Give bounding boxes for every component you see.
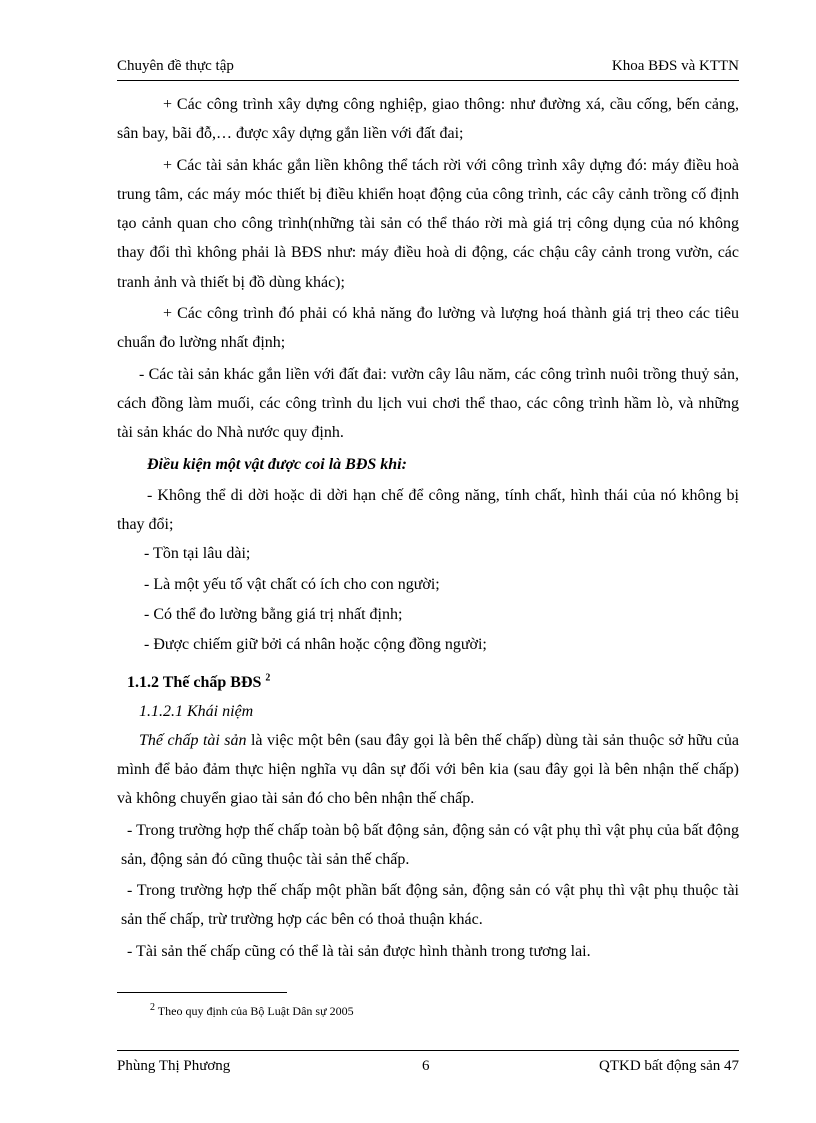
footnote-separator xyxy=(117,992,287,993)
defined-term: Thế chấp tài sản xyxy=(139,731,247,749)
footer-author: Phùng Thị Phương xyxy=(117,1058,231,1074)
paragraph: Thế chấp tài sản là việc một bên (sau đây gọi là bên thế chấp) dùng tài sản thuộc sở hữu của mình để bảo đảm thực hiện nghĩa vụ dân sự đối với bên kia (sau đây gọi là bên nhận thế chấp) và không chuyển giao tài sản đó cho bên nhận thế chấp. xyxy=(117,731,740,808)
conditions-heading: Điều kiện một vật được coi là BĐS khi: xyxy=(147,455,407,473)
page-body xyxy=(117,90,739,966)
section-heading: 1.1.2 Thế chấp BĐS $^2$ xyxy=(127,672,271,691)
paragraph: + Các công trình xây dựng công nghiệp, giao thông: như đường xá, cầu cống, bến cảng, sân bay, bãi đỗ,… được xây dựng gắn liền với đất đai; xyxy=(117,96,739,143)
paragraph: + Các tài sản khác gắn liền không thể tách rời với công trình xây dựng đó: máy điều hoà trung tâm, các máy móc thiết bị điều khiển hoạt động của công trình, các cây cảnh trồng cố định tạo cảnh quan cho công trình(những tài sản có thể tháo rời mà giá trị công dụng của nó không thay đổi thì không phải là BĐS như: máy điều hoà di động, các chậu cây cảnh trong vườn, các tranh ảnh và thiết bị đồ dùng khác); xyxy=(117,156,739,291)
paragraph: - Các tài sản khác gắn liền với đất đai: vườn cây lâu năm, các công trình nuôi trồng thuỷ sản, cách đồng làm muối, các công trình du lịch vui chơi thể thao, các công trình hầm lò, và những tài sản khác do Nhà nước quy định. xyxy=(117,365,739,442)
bullet-item: - Là một yếu tố vật chất có ích cho con người; xyxy=(144,575,440,593)
paragraph: - Trong trường hợp thế chấp toàn bộ bất động sản, động sản có vật phụ thì vật phụ của bất động sản, động sản đó cũng thuộc tài sản thế chấp. xyxy=(121,821,739,868)
footnote: $^2$ Theo quy định của Bộ Luật Dân sự 2005 xyxy=(150,1002,354,1018)
bullet-item: - Được chiếm giữ bởi cá nhân hoặc cộng đồng người; xyxy=(144,636,487,654)
footer-right: QTKD bất động sản 47 xyxy=(599,1058,739,1074)
header-right: Khoa BĐS và KTTN xyxy=(611,58,739,74)
page-number: 6 xyxy=(422,1058,430,1074)
paragraph: - Tài sản thế chấp cũng có thể là tài sản được hình thành trong tương lai. xyxy=(127,942,591,960)
bullet-item: - Có thể đo lường bằng giá trị nhất định; xyxy=(144,606,403,624)
bullet-item: - Không thể di dời hoặc di dời hạn chế để công năng, tính chất, hình thái của nó không bị thay đổi; xyxy=(117,486,739,534)
paragraph: - Trong trường hợp thế chấp một phần bất động sản, động sản có vật phụ thì vật phụ thuộc tài sản thế chấp, trừ trường hợp các bên có thoả thuận khác. xyxy=(121,882,739,929)
footnote-ref: 2 xyxy=(265,672,271,684)
paragraph: + Các công trình đó phải có khả năng đo lường và lượng hoá thành giá trị theo các tiêu chuẩn đo lường nhất định; xyxy=(117,305,739,352)
page-header xyxy=(117,56,739,81)
bullet-item: - Tồn tại lâu dài; xyxy=(144,545,251,563)
header-left: Chuyên đề thực tập xyxy=(117,58,234,74)
subsection-heading: 1.1.2.1 Khái niệm xyxy=(139,702,254,720)
page-footer xyxy=(117,1050,739,1081)
footnote-mark: 2 xyxy=(150,1002,155,1013)
